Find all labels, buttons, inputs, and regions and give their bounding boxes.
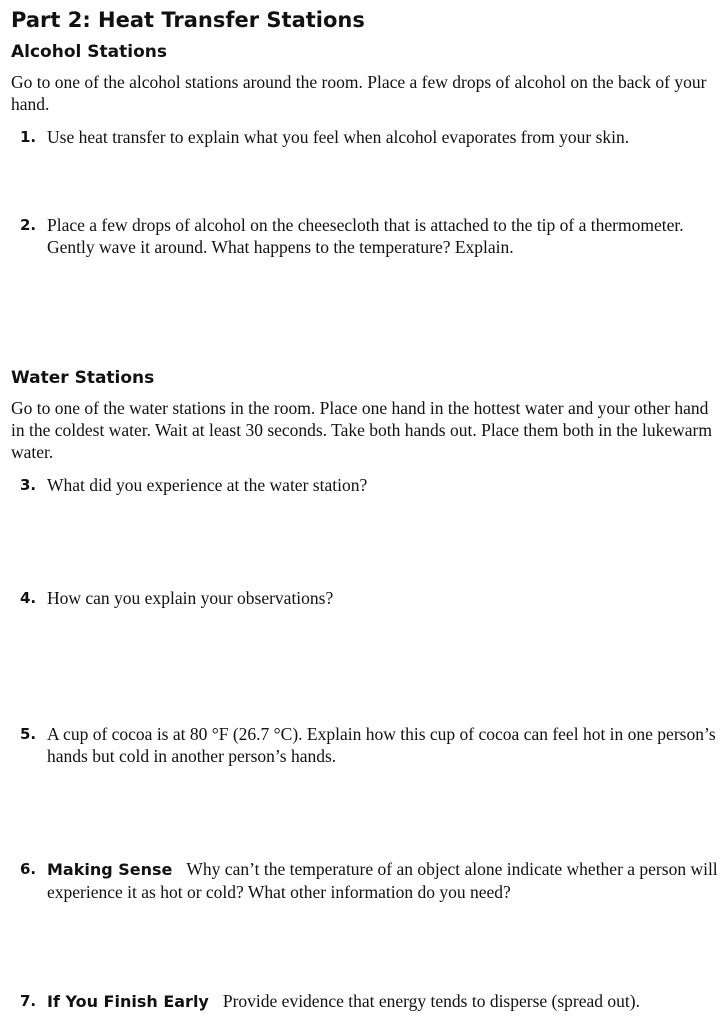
question-1-text: Use heat transfer to explain what you feel when alcohol evaporates from your skin. (47, 127, 630, 147)
question-2-number: 2. (20, 216, 37, 234)
question-6-body (47, 858, 720, 903)
question-6-text: Why can’t the temperature of an object alone indicate whether a person will experience it as hot or cold? What other information do you need? (47, 859, 718, 902)
question-3-text: What did you experience at the water station? (47, 475, 368, 495)
question-4-number: 4. (20, 589, 37, 607)
question-1 (20, 126, 720, 148)
question-7-number: 7. (20, 992, 37, 1010)
alcohol-stations-instructions: Go to one of the alcohol stations around the room. Place a few drops of alcohol on the back of your hand. (11, 72, 707, 114)
question-7-body (47, 990, 720, 1013)
question-7-text: Provide evidence that energy tends to disperse (spread out). (222, 991, 640, 1011)
question-3 (20, 474, 720, 496)
alcohol-stations-heading: Alcohol Stations (11, 42, 167, 62)
question-4 (20, 587, 720, 609)
question-6-lead: Making Sense (47, 860, 173, 879)
question-5 (20, 723, 720, 767)
question-3-number: 3. (20, 476, 37, 494)
water-stations-instructions: Go to one of the water stations in the room. Place one hand in the hottest water and your other hand in the coldest water. Wait at least 30 seconds. Take both hands out. Place them both in the lukewarm water. (11, 398, 712, 462)
question-4-text: How can you explain your observations? (47, 588, 334, 608)
question-7 (20, 990, 720, 1013)
water-stations-heading: Water Stations (11, 368, 155, 388)
question-5-number: 5. (20, 725, 37, 743)
question-6-number: 6. (20, 860, 37, 878)
page-title: Part 2: Heat Transfer Stations (11, 8, 365, 32)
question-7-lead: If You Finish Early (47, 992, 209, 1011)
question-2 (20, 214, 720, 258)
question-2-text: Place a few drops of alcohol on the cheesecloth that is attached to the tip of a thermometer. Gently wave it around. What happens to the temperature? Explain. (47, 215, 684, 257)
question-6 (20, 858, 720, 903)
question-5-text: A cup of cocoa is at 80 °F (26.7 °C). Explain how this cup of cocoa can feel hot in one person’s hands but cold in another person’s hands. (47, 724, 716, 766)
question-1-number: 1. (20, 128, 37, 146)
